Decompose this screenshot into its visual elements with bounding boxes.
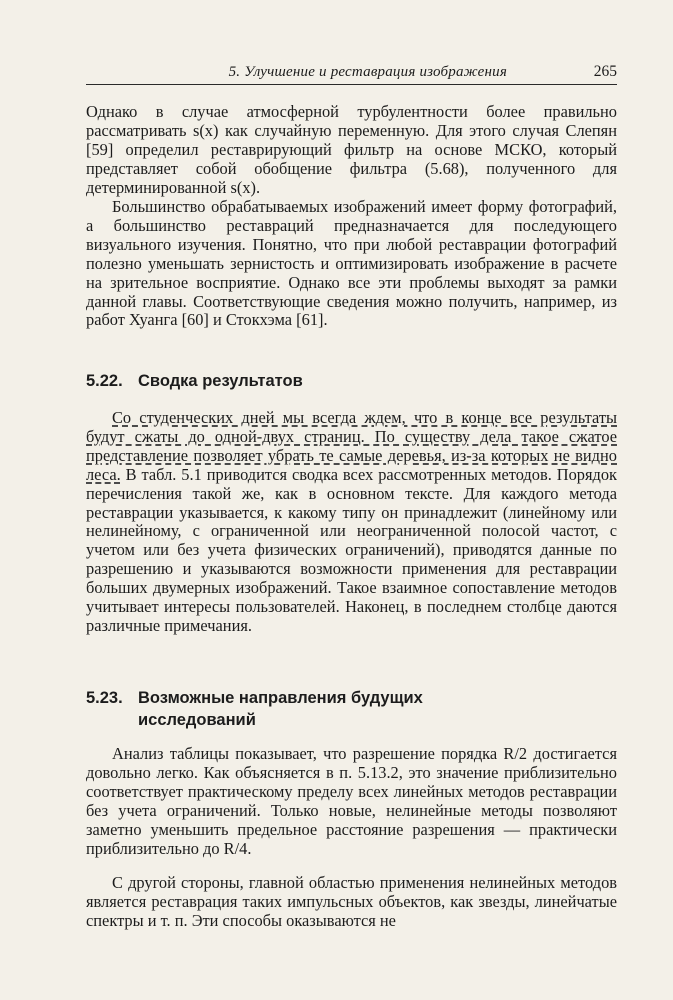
paragraph-4: Анализ таблицы показывает, что разрешение порядка R/2 достигается довольно легко. Как объясняется в п. 5.13.2, это значение приблизительно соответствует практическому пределу всех линейных методов реставрации без учета ограничений. Только новые, нелинейные методы позволяют заметно уменьшить предельное расстояние разрешения — практически приблизительно до R/4.	[86, 744, 617, 858]
section-heading-5-23	[86, 687, 617, 731]
section-title-line-2: исследований	[138, 711, 256, 729]
paragraph-3	[86, 409, 617, 636]
paragraph-5: С другой стороны, главной областью применения нелинейных методов является реставрация таких импульсных объектов, как звезды, линейчатые спектры и т. п. Эти способы оказываются не	[86, 873, 617, 930]
section-title-line-1: Возможные направления будущих	[138, 689, 423, 707]
section-title: Сводка результатов	[138, 372, 303, 390]
section-number: 5.23.	[86, 689, 123, 707]
paragraph-1: Однако в случае атмосферной турбулентности более правильно рассматривать s(x) как случайную переменную. Для этого случая Слепян [59] определил реставрирующий фильтр на основе МСКО, который представляет собой обобщение фильтра (5.68), полученного для детерминированной s(x).	[86, 102, 617, 197]
section-number: 5.22.	[86, 372, 123, 390]
paragraph-3-rest: В табл. 5.1 приводится сводка всех рассмотренных методов. Порядок перечисления такой же, как в основном тексте. Для каждого метода реставрации указывается, к какому типу он принадлежит (линейному или нелинейному, с ограниченной или неограниченной полосой частот, с учетом или без учета физических ограничений), приводятся данные по разрешению и указываются возможности применения для реставрации больших двумерных изображений. Такое взаимное сопоставление методов учитывает интересы пользователей. Наконец, в последнем столбце даются различные примечания.	[86, 464, 617, 635]
page-number: 265	[593, 63, 617, 80]
section-heading-5-22	[86, 370, 617, 392]
running-title: 5. Улучшение и реставрация изображения	[228, 64, 507, 80]
paragraph-2: Большинство обрабатываемых изображений имеет форму фотографий, а большинство реставраций предназначается для последующего визуального изучения. Понятно, что при любой реставрации фотографий полезно уменьшать зернистость и оптимизировать изображение в расчете на зрительное восприятие. Однако все эти проблемы выходят за рамки данной главы. Соответствующие сведения можно получить, например, из работ Хуанга [60] и Стокхэма [61].	[86, 197, 617, 330]
running-header	[86, 62, 617, 85]
marked-passage: Со студенческих дней мы всегда ждем, что в конце все результаты будут сжаты до одной-двух страниц. По существу дела такое сжатое представление позволяет убрать те самые деревья, из-за которых не видно леса.	[86, 408, 617, 484]
